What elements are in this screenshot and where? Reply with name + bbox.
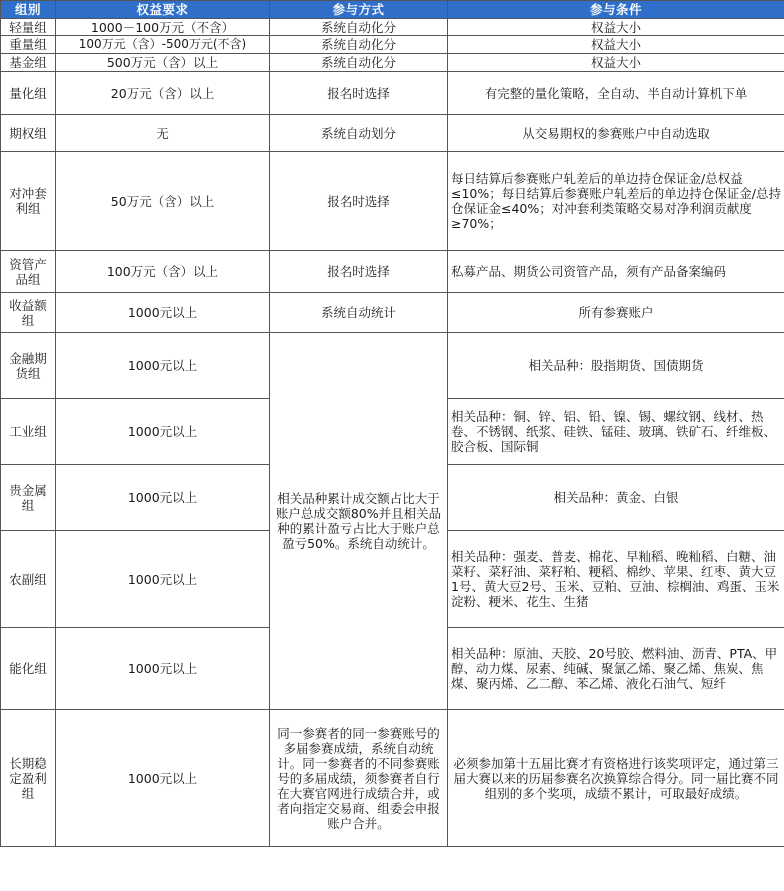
group-name: 金融期货组 bbox=[1, 333, 56, 399]
table-row bbox=[1, 251, 784, 293]
group-name: 贵金属组 bbox=[1, 465, 56, 531]
equity-requirement: 100万元（含）以上 bbox=[56, 251, 270, 293]
equity-requirement: 500万元（含）以上 bbox=[56, 54, 270, 72]
participation-method: 系统自动化分 bbox=[270, 19, 448, 36]
participation-condition: 权益大小 bbox=[448, 54, 784, 72]
equity-requirement: 1000元以上 bbox=[56, 531, 270, 628]
group-name: 资管产品组 bbox=[1, 251, 56, 293]
equity-requirement: 1000元以上 bbox=[56, 465, 270, 531]
shared-participation-method: 相关品种累计成交额占比大于账户总成交额80%并且相关品种的累计盈亏占比大于账户总盈亏50%。系统自动统计。 bbox=[270, 333, 448, 710]
participation-condition: 相关品种：股指期货、国债期货 bbox=[448, 333, 784, 399]
header-method: 参与方式 bbox=[270, 1, 448, 19]
table-row bbox=[1, 333, 784, 399]
group-name: 收益额组 bbox=[1, 293, 56, 333]
participation-condition: 相关品种：原油、天胶、20号胶、燃料油、沥青、PTA、甲醇、动力煤、尿素、纯碱、聚氯乙烯、聚乙烯、焦炭、焦煤、聚丙烯、乙二醇、苯乙烯、液化石油气、短纤 bbox=[448, 628, 784, 710]
participation-method: 系统自动划分 bbox=[270, 115, 448, 152]
group-name: 长期稳定盈利组 bbox=[1, 710, 56, 847]
participation-condition: 相关品种：强麦、普麦、棉花、早籼稻、晚籼稻、白糖、油菜籽、菜籽油、菜籽粕、粳稻、棉纱、苹果、红枣、黄大豆1号、黄大豆2号、玉米、豆粕、豆油、棕榈油、鸡蛋、玉米淀粉、粳米、花生、生猪 bbox=[448, 531, 784, 628]
participation-method: 报名时选择 bbox=[270, 152, 448, 251]
table-row bbox=[1, 36, 784, 54]
participation-method: 系统自动化分 bbox=[270, 54, 448, 72]
equity-requirement: 100万元（含）-500万元(不含) bbox=[56, 36, 270, 54]
participation-condition: 相关品种：黄金、白银 bbox=[448, 465, 784, 531]
participation-condition: 从交易期权的参赛账户中自动选取 bbox=[448, 115, 784, 152]
equity-requirement: 1000元以上 bbox=[56, 293, 270, 333]
participation-method: 报名时选择 bbox=[270, 72, 448, 115]
participation-condition: 必须参加第十五届比赛才有资格进行该奖项评定，通过第三届大赛以来的历届参赛名次换算综合得分。同一届比赛不同组别的多个奖项，成绩不累计，可取最好成绩。 bbox=[448, 710, 784, 847]
participation-method: 同一参赛者的同一参赛账号的多届参赛成绩，系统自动统计。同一参赛者的不同参赛账号的多届成绩，须参赛者自行在大赛官网进行成绩合并，或者向指定交易商、组委会申报账户合并。 bbox=[270, 710, 448, 847]
group-name: 对冲套利组 bbox=[1, 152, 56, 251]
participation-condition: 每日结算后参赛账户轧差后的单边持仓保证金/总权益≤10%；每日结算后参赛账户轧差后的单边持仓保证金/总持仓保证金≤40%；对冲套利类策略交易对净利润贡献度≥70%； bbox=[448, 152, 784, 251]
participation-condition: 所有参赛账户 bbox=[448, 293, 784, 333]
table-header-row bbox=[1, 1, 784, 19]
participation-method: 系统自动统计 bbox=[270, 293, 448, 333]
participation-method: 系统自动化分 bbox=[270, 36, 448, 54]
equity-requirement: 50万元（含）以上 bbox=[56, 152, 270, 251]
table-row bbox=[1, 710, 784, 847]
equity-requirement: 1000元以上 bbox=[56, 333, 270, 399]
table-row bbox=[1, 293, 784, 333]
header-equity: 权益要求 bbox=[56, 1, 270, 19]
group-name: 量化组 bbox=[1, 72, 56, 115]
group-name: 农副组 bbox=[1, 531, 56, 628]
participation-condition: 私募产品、期货公司资管产品，须有产品备案编码 bbox=[448, 251, 784, 293]
equity-requirement: 1000元以上 bbox=[56, 710, 270, 847]
equity-requirement: 1000元以上 bbox=[56, 628, 270, 710]
participation-condition: 权益大小 bbox=[448, 19, 784, 36]
table-row bbox=[1, 115, 784, 152]
participation-condition: 权益大小 bbox=[448, 36, 784, 54]
header-condition: 参与条件 bbox=[448, 1, 784, 19]
equity-requirement: 20万元（含）以上 bbox=[56, 72, 270, 115]
table-row bbox=[1, 72, 784, 115]
participation-condition: 相关品种：铜、锌、铝、铅、镍、锡、螺纹钢、线材、热卷、不锈钢、纸浆、硅铁、锰硅、玻璃、铁矿石、纤维板、胶合板、国际铜 bbox=[448, 399, 784, 465]
equity-requirement: 无 bbox=[56, 115, 270, 152]
group-name: 轻量组 bbox=[1, 19, 56, 36]
equity-requirement: 1000元以上 bbox=[56, 399, 270, 465]
group-name: 基金组 bbox=[1, 54, 56, 72]
participation-method: 报名时选择 bbox=[270, 251, 448, 293]
group-name: 期权组 bbox=[1, 115, 56, 152]
equity-requirement: 1000－100万元（不含） bbox=[56, 19, 270, 36]
group-name: 能化组 bbox=[1, 628, 56, 710]
table-row bbox=[1, 54, 784, 72]
group-name: 重量组 bbox=[1, 36, 56, 54]
header-group: 组别 bbox=[1, 1, 56, 19]
group-name: 工业组 bbox=[1, 399, 56, 465]
table-row bbox=[1, 19, 784, 36]
participation-condition: 有完整的量化策略，全自动、半自动计算机下单 bbox=[448, 72, 784, 115]
table-row bbox=[1, 152, 784, 251]
